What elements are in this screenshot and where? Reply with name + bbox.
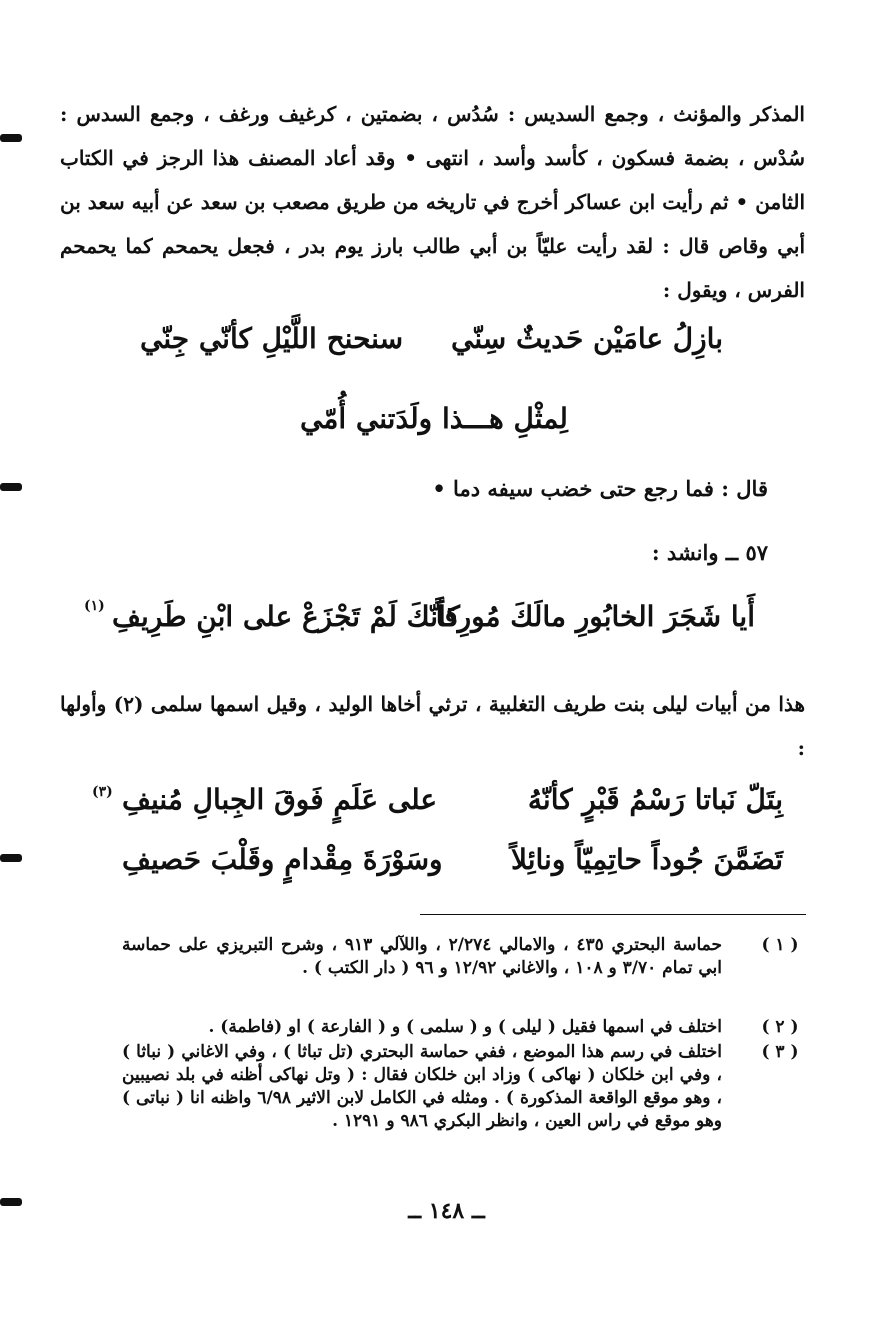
- verse3-line1-left: على عَلَمٍ فَوقَ الجِبالِ مُنيفِ: [122, 783, 438, 816]
- second-text: هذا من أبيات ليلى بنت طريف التغلبية ، ترثي أخاها الوليد ، وقيل اسمها سلمى (٢) وأولها :: [60, 692, 805, 760]
- footnote-text: اختلف في رسم هذا الموضع ، ففي حماسة البحتري (تل تباثا ) ، وفي الاغاني ( نباثا ) ، وفي ابن خلكان ( نهاكى ) وزاد ابن خلكان فقال : ( وتل نهاكى أظنه في بلد نصيبين ، وهو موقع الواقعة المذكورة ) . ومثله في الكامل لابن الاثير ٦/٩٨ واظنه انا ( نباتى ) وهو موقع في راس العين ، وانظر البكري ٩٨٦ و ١٢٩١ .: [122, 1042, 722, 1131]
- verse1-line1-left: سنحنح اللَّيْلِ كأنّي جِنّي: [140, 322, 404, 355]
- footnote-number: ( ٢ ): [761, 1017, 799, 1037]
- verse1-line1-right: بازِلُ عامَيْن حَديثٌ سِنّي: [451, 322, 723, 355]
- margin-mark: [0, 134, 22, 142]
- verse1-line2: لِمثْلِ هـــذا ولَدَتني أُمّي: [300, 402, 568, 435]
- footnote-divider: [420, 914, 806, 915]
- after-verse1: قال : فما رجع حتى خضب سيفه دما •: [432, 476, 768, 501]
- verse2-right: أَيا شَجَرَ الخابُورِ مالَكَ مُورِقاً: [435, 600, 755, 633]
- intro-text: المذكر والمؤنث ، وجمع السديس : سُدُس ، بضمتين ، كرغيف ورغف ، وجمع السدس : سُدْس ، بضمة فسكون ، كأسد وأسد ، انتهى • وقد أعاد المصنف هذا الرجز في الكتاب الثامن • ثم رأيت ابن عساكر أخرج في تاريخه من طريق مصعب بن سعد عن أبيه سعد بن أبي وقاص قال : لقد رأيت عليّاً بن أبي طالب بارز يوم بدر ، فجعل يحمحم كما يحمحم الفرس ، ويقول :: [60, 102, 805, 302]
- footnote-number: ( ١ ): [761, 935, 799, 955]
- footnote-ref-3: (٣): [92, 784, 113, 800]
- margin-mark: [0, 854, 22, 862]
- intro-paragraph: [60, 92, 805, 312]
- verse3-line1-right: بِتَلّ نَباتا رَسْمُ قَبْرٍ كأنّهُ: [527, 783, 783, 816]
- margin-mark: [0, 483, 22, 491]
- footnote-number: ( ٣ ): [761, 1042, 799, 1062]
- footnote-text: اختلف في اسمها فقيل ( ليلى ) و ( سلمى ) و ( الفارعة ) او (فاطمة) .: [208, 1017, 722, 1037]
- footnote-1: [60, 934, 810, 1014]
- footnote-ref-1: (١): [84, 598, 105, 614]
- verse3-line2-right: تَضَمَّنَ جُوداً حاتِمِيّاً ونائِلاً: [511, 843, 783, 876]
- verse2-left: كأنّكَ لَمْ تَجْزَعْ على ابْنِ طَرِيفِ: [112, 600, 460, 633]
- footnote-3: [60, 1041, 810, 1181]
- footnote-text: حماسة البحتري ٤٣٥ ، والامالي ٢/٢٧٤ ، واللآلي ٩١٣ ، وشرح التبريزي على حماسة ابي تمام ٣/٧٠ و ١٠٨ ، والاغاني ١٢/٩٢ و ٩٦ ( دار الكتب ) .: [122, 935, 722, 978]
- second-paragraph: [60, 682, 805, 770]
- footnote-2: [60, 1016, 810, 1042]
- section-heading: ٥٧ ــ وانشد :: [651, 540, 768, 565]
- verse3-line2-left: وسَوْرَةَ مِقْدامٍ وقَلْبَ حَصيفِ: [122, 843, 443, 876]
- page-number: ــ ١٤٨ ــ: [408, 1198, 485, 1224]
